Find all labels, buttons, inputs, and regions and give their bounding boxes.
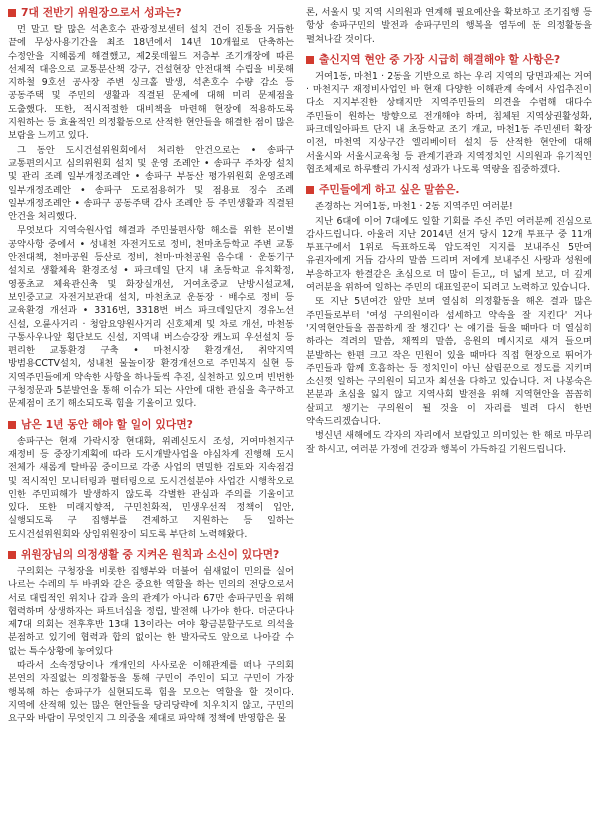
- article-section: [306, 6, 592, 46]
- square-bullet-icon: [306, 56, 314, 64]
- body-paragraph: 지난 6대에 이어 7대에도 일할 기회를 주신 주민 여러분께 진심으로 감사드립니다. 아울러 지난 2014년 선거 당시 12개 투표구 중 11개 투표구에서 1위로 득표하도록 압도적인 지지를 보내주신 5만여 유권자에게 거듭 감사의 말씀 드리며 저에게 보내주신 사랑과 성원에 부응하고자 한결같은 초심으로 더 많이 듣고,, 더 넓게 보고, 더 깊게 여러분을 위하여 일하는 주민의 대표일꾼이 되려고 노력하고 있습니다.: [306, 215, 592, 294]
- section-heading: [306, 183, 592, 197]
- section-heading-text: 출신지역 현안 중 가장 시급히 해결해야 할 사항은?: [319, 52, 561, 66]
- article-section: [8, 418, 294, 541]
- body-paragraph: 송파구는 현재 가락시장 현대화, 위례신도시 조성, 거여마천지구 재정비 등 중장기계획에 따라 도시개발사업을 야심차게 진행해 도시 전체가 새롭게 탈바꿈 중이므로 각종 사업의 면밀한 검토와 지속점검 및 적시적인 모니터링과 펼터링으로 도시건설분야 사업간 시행착오로 인한 주민피해가 발생하지 않도록 각별한 관심과 주의를 기울이고 있다. 또한 미래지향적, 구민친화적, 민생우선적 정책이 입안, 실행되도록 구 집행부를 견제하고 지원하는 등 일하는 도시건설위원회와 상임위원장이 되도록 부단히 노력해왔다.: [8, 435, 294, 540]
- body-paragraph: 론, 서울시 및 지역 시의원과 연계해 필요예산을 확보하고 조기집행 등 항상 송파구민의 발전과 송파구민의 행복을 염두에 둔 의정활동을 펼쳐나갈 것이다.: [306, 7, 592, 45]
- square-bullet-icon: [8, 551, 16, 559]
- body-paragraph: 또 지난 5년여간 앞만 보며 열심히 의정활동을 해온 결과 많은 주민들로부터 '여성 구의원이라 섬세하고 약속을 잘 지킨다' 거나 '지역현안들을 꼼꼼하게 잘 챙긴다' 는 얘기를 들을 때마다 더 열심히 하라는 격려의 말씀, 채찍의 말씀, 응원의 메시지로 새겨 들으며 분발하는 한편 크고 작은 민원이 있을 때마다 직접 현장으로 뛰어가 주민들과 함께 호흡하는 등 정치인이 아닌 살림꾼으로 정도를 지키며 소신껏 일하는 구의원이 되고자 최선을 다하고 있습니다. 저 나봉숙은 본분과 초심을 잃지 않고 지역사회 발전을 위해 지역현안을 꼼꼼히 살피고 챙기는 구의원이 될 것을 이 자리를 빌려 다시 한번 약속드리겠습니다.: [306, 296, 592, 428]
- article-section: [8, 548, 294, 726]
- section-heading: [306, 53, 592, 67]
- article-section: [306, 183, 592, 456]
- section-heading-text: 남은 1년 동안 해야 할 일이 있다면?: [21, 417, 193, 431]
- square-bullet-icon: [306, 186, 314, 194]
- square-bullet-icon: [8, 421, 16, 429]
- section-heading-text: 위원장님의 의정생활 중 지켜온 원칙과 소신이 있다면?: [21, 547, 280, 561]
- body-paragraph: 따라서 소속정당이나 개개인의 사사로운 이해관계를 떠나 구의회 본연의 자질없는 의정활동을 통해 구민이 주인이 되고 구민이 가장 행복해 하는 송파구가 실현되도록 힘을 모으는 역할을 할 것이다. 지역에 산적해 있는 많은 현안들을 당리당략에 치우치지 않고, 구민의 요구와 바람이 무엇인지 그 의중을 제대로 파악해 정책에 반영함은 물: [8, 660, 294, 725]
- section-heading: [8, 6, 294, 20]
- article-section: [306, 53, 592, 176]
- section-heading-text: 7대 전반기 위원장으로서 성과는?: [21, 6, 182, 19]
- right-column: [306, 6, 592, 819]
- square-bullet-icon: [8, 9, 16, 17]
- article-section: [8, 6, 294, 411]
- body-paragraph: 존경하는 거여1동, 마천1 · 2동 지역주민 여러분!: [315, 201, 513, 213]
- body-paragraph: 거여1동, 마천1 · 2동을 기반으로 하는 우리 지역의 당면과제는 거여 · 마천지구 재정비사업인 바 현재 다양한 이해관계 속에서 사업추진이 다소 지지부진한 상태지만 지역주민들의 의견을 수렴해 대다수 주민들이 원하는 방향으로 전개해야 하며, 침체된 지역상권활성화, 파크데일아파트 단지 내 초등학교 조기 개교, 마천1동 주민센터 확장 이전, 마천역 지상구간 엘리베이터 설치 등 산적한 현안에 대해 서울시와 서울시교육청 등 관계기관과 지역정치인 시의원과 유기적인 협조체제로 하루빨리 가시적 성과가 나도록 역량을 집중하겠다.: [306, 70, 592, 175]
- section-heading: [8, 548, 294, 562]
- section-heading: [8, 418, 294, 432]
- body-paragraph: 병신년 새해에도 각자의 자리에서 보람있고 의미있는 한 해로 마무리 잘 하시고, 여러분 가정에 건강과 행복이 가득하길 기원드립니다.: [306, 430, 592, 455]
- body-paragraph: 그 동안 도시건설위원회에서 처리한 안건으로는 • 송파구 교통편의시고 심의위원회 설치 및 운영 조례안 • 송파구 주차장 설치 및 관리 조례 일부개정조례안 • 송파구 부동산 평가위원회 운영조례 일부개정조례안 • 송파구 도로점용허가 및 점용료 징수 조례 일부개정조례안 • 송파구 공동주택 감사 조례안 등 주민생활과 직결된 안건을 처리했다.: [8, 144, 294, 223]
- section-heading-text: 주민들에게 하고 싶은 말씀은.: [319, 183, 460, 197]
- body-paragraph: 무엇보다 지역숙원사업 해결과 주민불편사항 해소를 위한 본이별 공약사항 중에서 • 성내천 자전거도로 정비, 천마초등학교 주변 교통 안전대책, 천마공원 등산로 정비, 천마·마천공원 음수대 · 운동기구 설치로 생활체육 환경조성 • 파크데일 단지 내 초등학교 유치확정, 영풍초교 체육관신축 및 화장실개선, 거여초중교 난방시설교체, 보인중고교 자전거보관대 설치, 마천초교 운동장 · 배수로 정비 등 교육환경 개선과 • 3316번, 3318번 버스 파크데일단지 경유노선 신설, 오륜사거리 · 청암요양원사거리 신호체계 및 차로 개선, 마천동 구통사우나앞 횡단보도 신설, 지역내 버스승강장 캐노피 우선설치 등 편리한 교통환경 구축 • 마천시장 환경개선, 취약지역 방범용CCTV설치, 성내천 물놀이장 환경개선으로 주민복지 실현 등 지역주민들에게 약속한 사항을 하나둘씩 추진, 실천하고 있으며 빈번한 구청정문과 5분발언을 통해 이슈가 되는 사안에 대한 관심을 촉구하고 문제점이 조기 해소되도록 힘을 기울이고 있다.: [8, 225, 294, 410]
- body-paragraph: 구의회는 구청장을 비롯한 집행부와 더불어 쉼새없이 민의를 실어 나르는 수레의 두 바퀴와 같은 중요한 역할을 하는 민의의 전당으로서 서로 대립적인 위치나 갑과 을의 관계가 아니라 67만 송파구민을 위해 협력하며 상생하자는 파트너십을 정립, 발전해 나가야 한다. 더군다나 제7대 의회는 전후후반 13대 13이라는 여야 황금분할구도로 의석을 분점하고 있기에 협력과 합의 없이는 한 발자국도 앞으로 나아갈 수 없는 특수상황에 놓여있다: [8, 565, 294, 657]
- body-paragraph: 먼 말고 탈 많은 석촌호수 관광정보센터 설치 건이 진통을 거듭한 끝에 무상사용기간을 최조 18년에서 14년 10개월로 단축하는 수정안을 지혜롭게 해결했고, 제2롯데월드 저층부 조기개장에 따른 선제적 대응으로 교통분산책 강구, 건설현장 안전대책 수립을 비롯해 지하철 9호선 공사장 주변 싱크홀 발생, 석촌호수 수량 감소 등 공동주택 및 주민의 생활과 직결된 문제에 대해 미리 문제점을 도출했다. 또한, 적시적절한 대비책을 마련해 현장에 적용하도록 지원하는 등 효율적인 의정활동으로 산적한 현안들을 해결한 점이 많은 보람을 느끼고 있다.: [8, 24, 294, 142]
- left-column: [8, 6, 294, 819]
